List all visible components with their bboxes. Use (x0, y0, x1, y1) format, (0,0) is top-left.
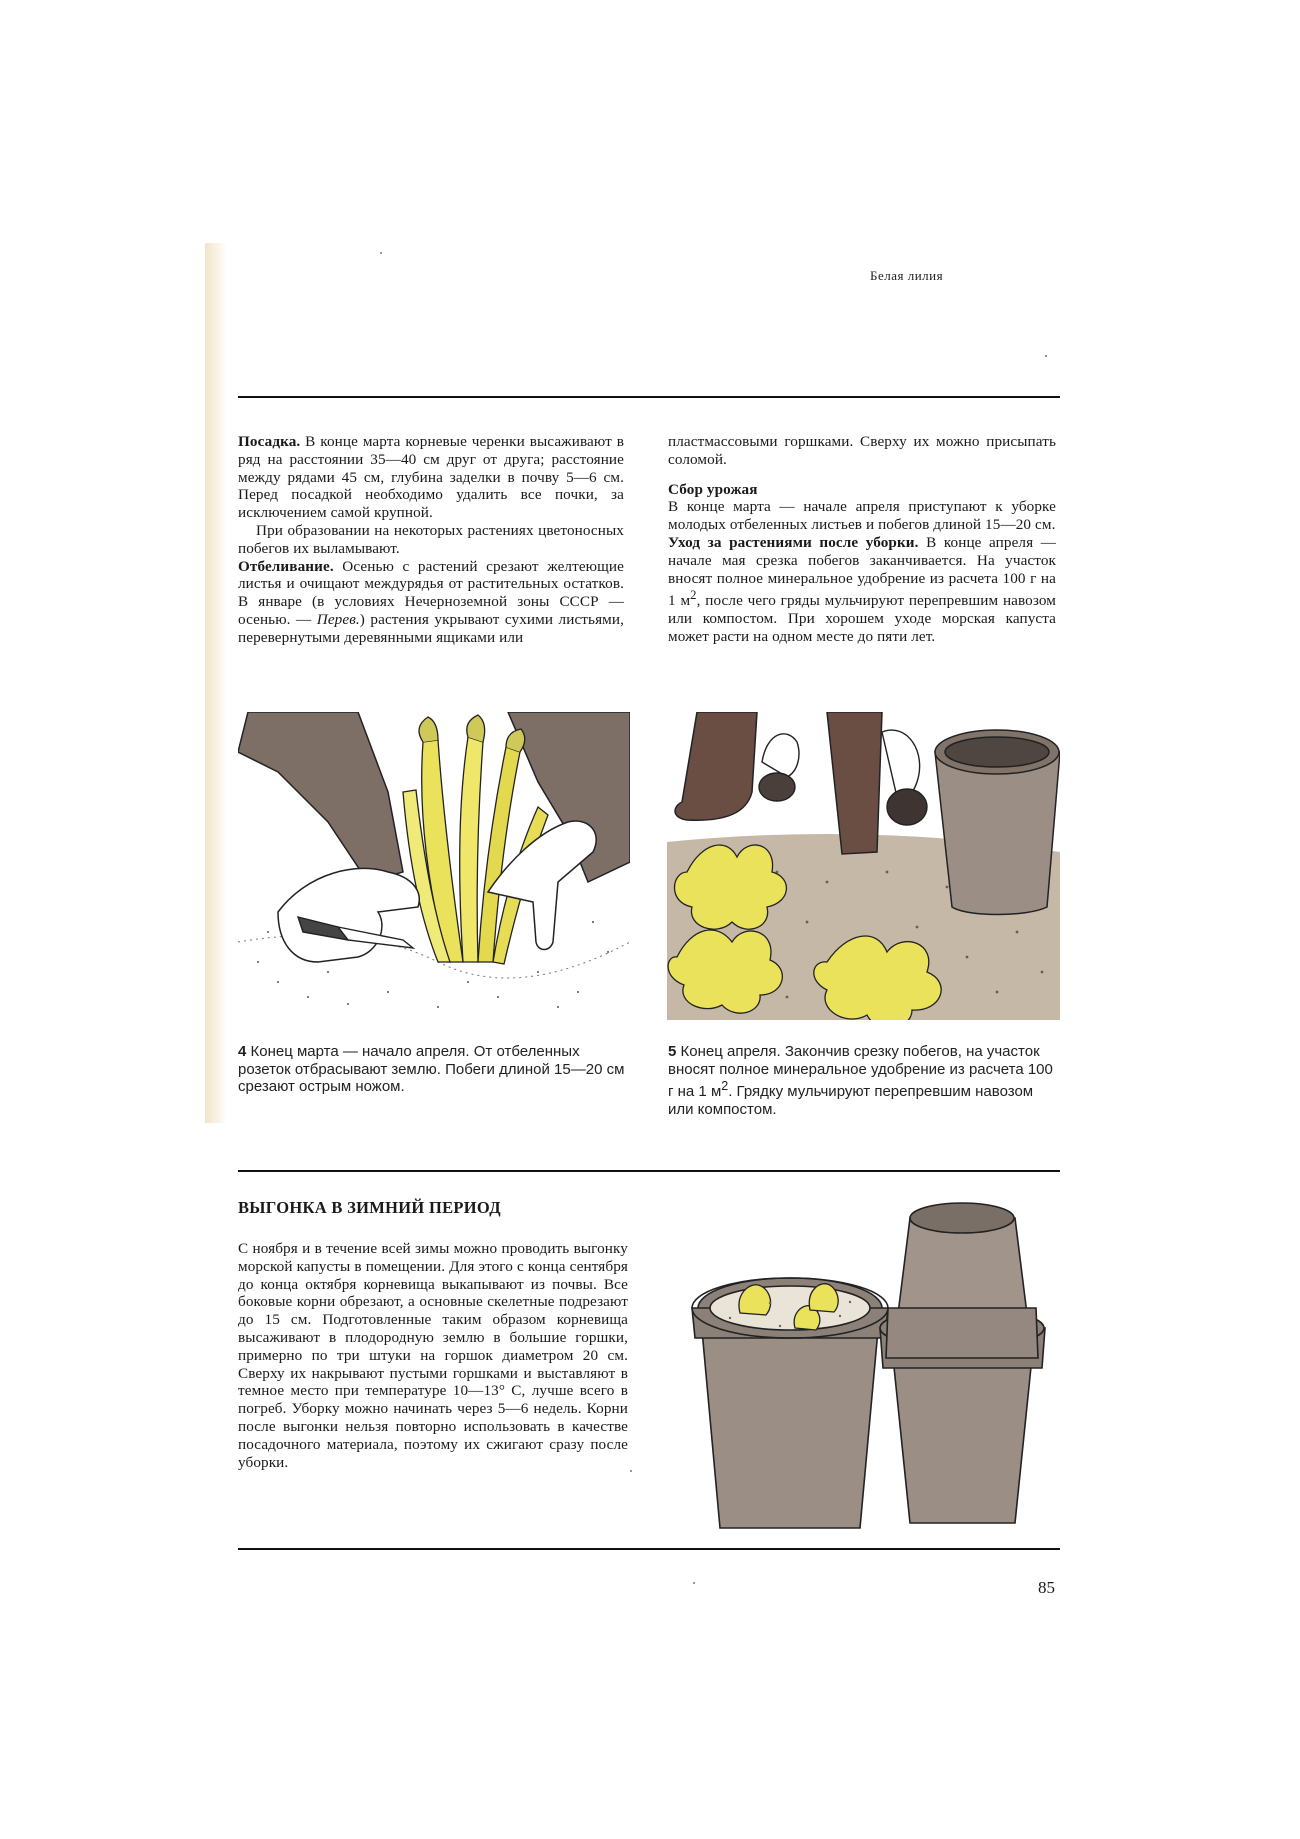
planting-paragraph (238, 433, 624, 522)
illustration-mulching-bed (667, 712, 1060, 1020)
care-sup: 2 (690, 588, 697, 603)
forcing-text (238, 1240, 628, 1471)
page-edge-shadow (205, 243, 227, 1123)
left-text-column (238, 433, 624, 647)
caption-4 (238, 1043, 630, 1096)
stacked-pots (880, 1203, 1045, 1523)
caption-4-number: 4 (238, 1043, 247, 1060)
section-top-rule (238, 1170, 1060, 1172)
caption-5-number: 5 (668, 1043, 677, 1060)
section-title: ВЫГОНКА В ЗИМНИЙ ПЕРИОД (238, 1198, 501, 1217)
forcing-paragraph: С ноября и в течение всей зимы можно проводить выгонку морской капусты в помещении. Для этого с конца сентября до конца октября корневища выкапывают из почвы. Все боковые корни обрезают, а основные скелетные подрезают до 15 см. Подготовленные таким образом корневища высаживают в плодородную землю в большие горшки, примерно по три штуки на горшок диаметром 20 см. Сверху их накрывают пустыми горшками и выставляют в темное место при температуре 10—13° С, лучше всего в погреб. Уборку можно начинать через 5—6 недель. Корни после выгонки нельзя повторно использовать в качестве посадочного материала, поэтому их сжигают сразу после уборки. (238, 1240, 628, 1471)
harvest-heading: Сбор урожая (668, 480, 758, 498)
translator-note: Перев. (316, 610, 360, 628)
print-speck (693, 1582, 695, 1584)
caption-4-text: Конец марта — начало апреля. От отбеленных розеток отбрасывают землю. Побеги длиной 15—20 см срезают острым ножом. (238, 1043, 625, 1096)
planted-pot (692, 1278, 888, 1528)
illustration-forcing-pots (680, 1198, 1060, 1540)
print-speck (630, 1470, 632, 1472)
flower-stems-paragraph: При образовании на некоторых растениях цветоносных побегов их выламывают. (238, 521, 624, 557)
care-paragraph (668, 534, 1056, 646)
print-speck (1045, 355, 1047, 357)
bottom-rule (238, 1548, 1060, 1550)
compost-bucket (935, 730, 1060, 915)
pots-paragraph: пластмассовыми горшками. Сверху их можно присыпать соломой. (668, 433, 1056, 468)
care-text-b: , после чего гряды мульчируют перепревшим навозом или компостом. При хорошем уходе морская капуста может расти на одном месте до пяти лет. (668, 592, 1056, 646)
right-text-column (668, 433, 1056, 646)
caption-5-sup: 2 (721, 1079, 729, 1094)
page-number: 85 (1038, 1578, 1055, 1597)
caption-5-text-b: . Грядку мульчируют перепревшим навозом или компостом. (668, 1083, 1034, 1118)
care-text-a: В конце апреля — начале мая срезка побегов заканчивается. На участок вносят полное минеральное удобрение из расчета 100 г на 1 м (668, 533, 1056, 610)
planting-lead: Посадка. (238, 433, 301, 450)
illustration-cutting-shoots (238, 712, 630, 1020)
blanching-paragraph (238, 558, 624, 647)
blanching-text-a: Осенью с растений срезают желтеющие листья и очищают междурядья от растительных остатков. В январе (в условиях Нечерноземной зоны СССР — осенью. — (238, 557, 624, 628)
care-lead: Уход за растениями после уборки. (668, 533, 919, 551)
caption-5 (668, 1043, 1060, 1118)
running-head: Белая лилия (870, 268, 944, 283)
caption-5-text-a: Конец апреля. Закончив срезку побегов, на участок вносят полное минеральное удобрение из расчета 100 г на 1 м (668, 1043, 1053, 1101)
planting-text: В конце марта корневые черенки высаживают в ряд на расстоянии 35—40 см друг от друга; расстояние между рядами 45 см, глубина заделки в почву 5—6 см. Перед посадкой необходимо удалить все почки, за исключением самой крупной. (238, 433, 624, 522)
print-speck (380, 252, 382, 254)
blanching-text-b: ) растения укрывают сухими листьями, перевернутыми деревянными ящиками или (238, 610, 624, 646)
harvest-paragraph: В конце марта — начале апреля приступают к уборке молодых отбеленных листьев и побегов длиной 15—20 см. (668, 498, 1056, 534)
top-rule (238, 396, 1060, 398)
blanching-lead: Отбеливание. (238, 557, 334, 575)
